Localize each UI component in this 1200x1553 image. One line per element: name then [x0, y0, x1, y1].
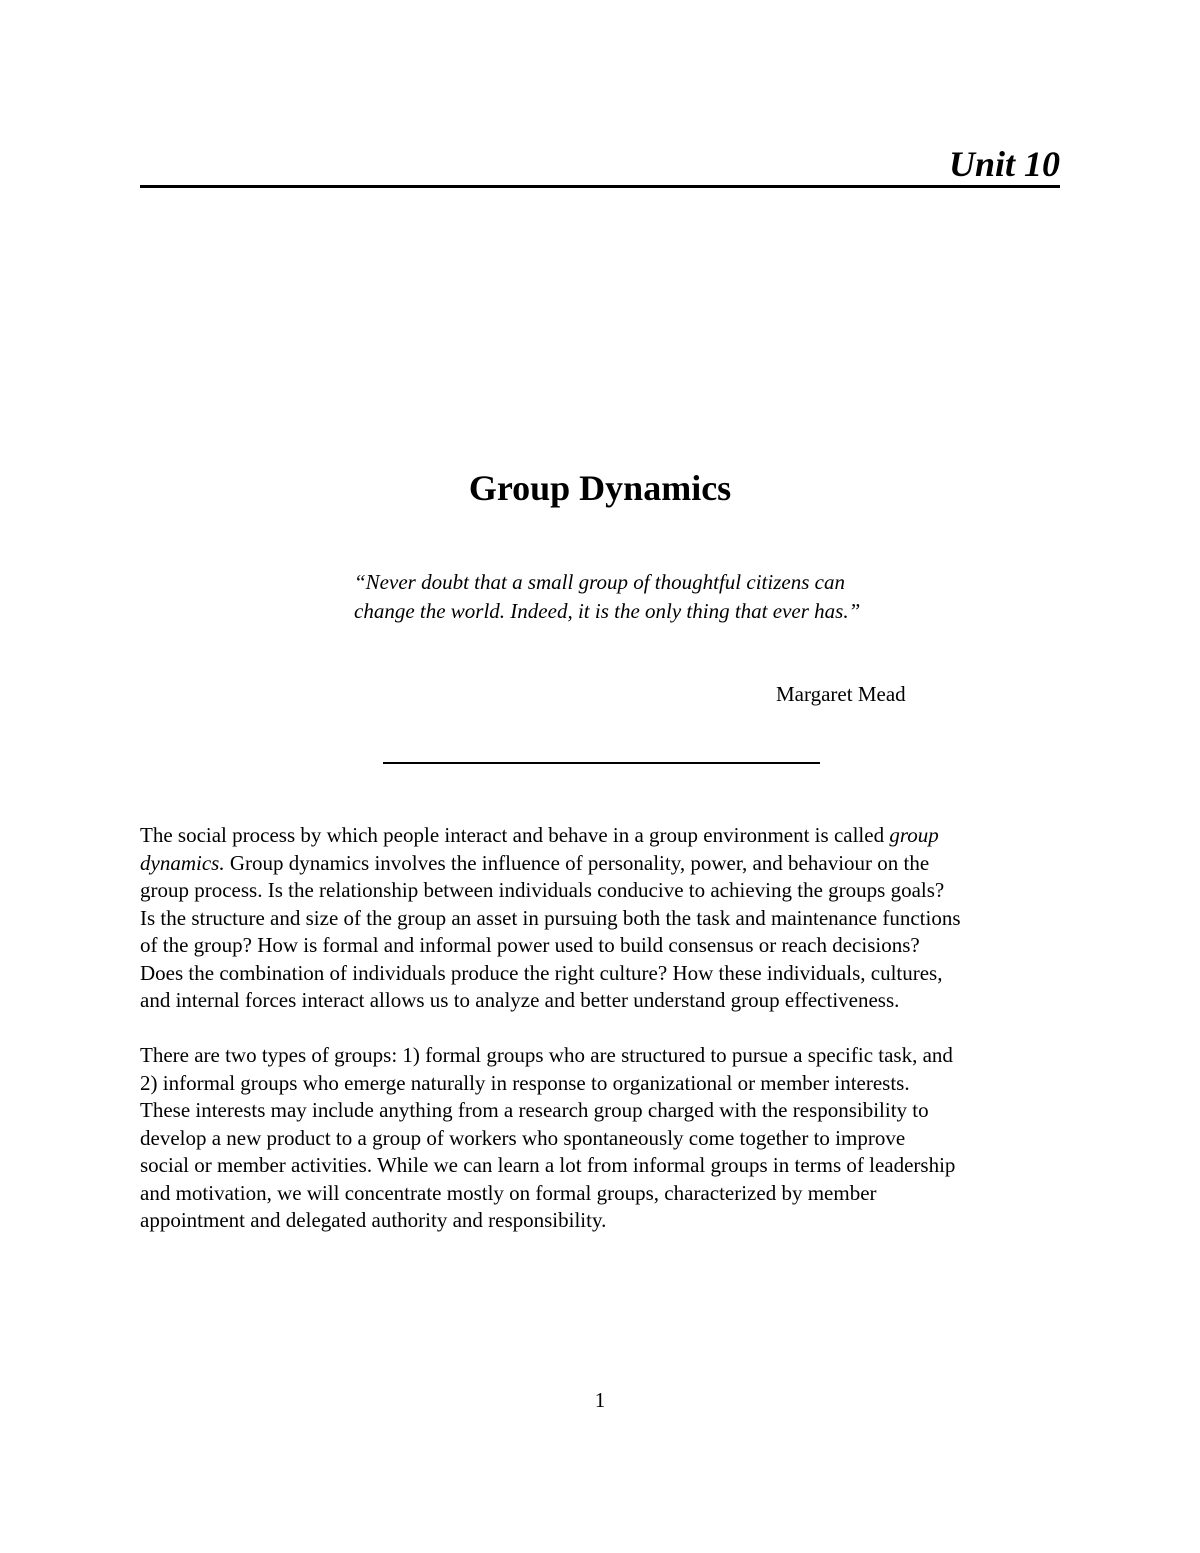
- body-paragraph: [140, 822, 1070, 1015]
- paragraph-line: develop a new product to a group of workers who spontaneously come together to improve: [140, 1125, 906, 1150]
- text-run: The social process by which people interact and behave in a group environment is called: [140, 823, 890, 847]
- text-run: Group dynamics involves the influence of personality, power, and behaviour on the: [224, 850, 930, 875]
- section-divider: [383, 762, 820, 764]
- quote-attribution: Margaret Mead: [776, 682, 906, 706]
- header-rule: [140, 185, 1060, 188]
- page-title: Group Dynamics: [468, 468, 732, 508]
- paragraph-line: of the group? How is formal and informal power used to build consensus or reach decisions?: [140, 933, 920, 957]
- italic-term: dynamics.: [140, 850, 225, 875]
- paragraph-line: These interests may include anything from a research group charged with the responsibility to: [140, 1098, 929, 1122]
- body-paragraph: [140, 1042, 1070, 1235]
- quote-line: change the world. Indeed, it is the only thing that ever has.”: [354, 599, 861, 623]
- paragraph-line: Does the combination of individuals produce the right culture? How these individuals, cultures,: [140, 960, 943, 985]
- unit-header: Unit 10: [948, 144, 1060, 184]
- paragraph-line: Is the structure and size of the group an asset in pursuing both the task and maintenance functions: [140, 905, 961, 930]
- quote-line: “Never doubt that a small group of thoughtful citizens can: [354, 570, 845, 594]
- epigraph-quote: [354, 568, 994, 626]
- paragraph-line: social or member activities. While we can learn a lot from informal groups in terms of leadership: [140, 1153, 956, 1177]
- paragraph-line: and internal forces interact allows us to analyze and better understand group effectiveness.: [140, 988, 900, 1012]
- italic-term: group: [889, 823, 939, 847]
- paragraph-line: appointment and delegated authority and responsibility.: [140, 1208, 607, 1232]
- paragraph-line: [140, 822, 1070, 850]
- paragraph-line: group process. Is the relationship between individuals conducive to achieving the groups goals?: [140, 878, 945, 902]
- paragraph-line: There are two types of groups: 1) formal groups who are structured to pursue a specific task, and: [140, 1043, 953, 1067]
- paragraph-line: [140, 850, 1070, 878]
- paragraph-line: 2) informal groups who emerge naturally in response to organizational or member interests.: [140, 1070, 910, 1095]
- page-number: 1: [594, 1388, 606, 1412]
- paragraph-line: and motivation, we will concentrate mostly on formal groups, characterized by member: [140, 1180, 877, 1205]
